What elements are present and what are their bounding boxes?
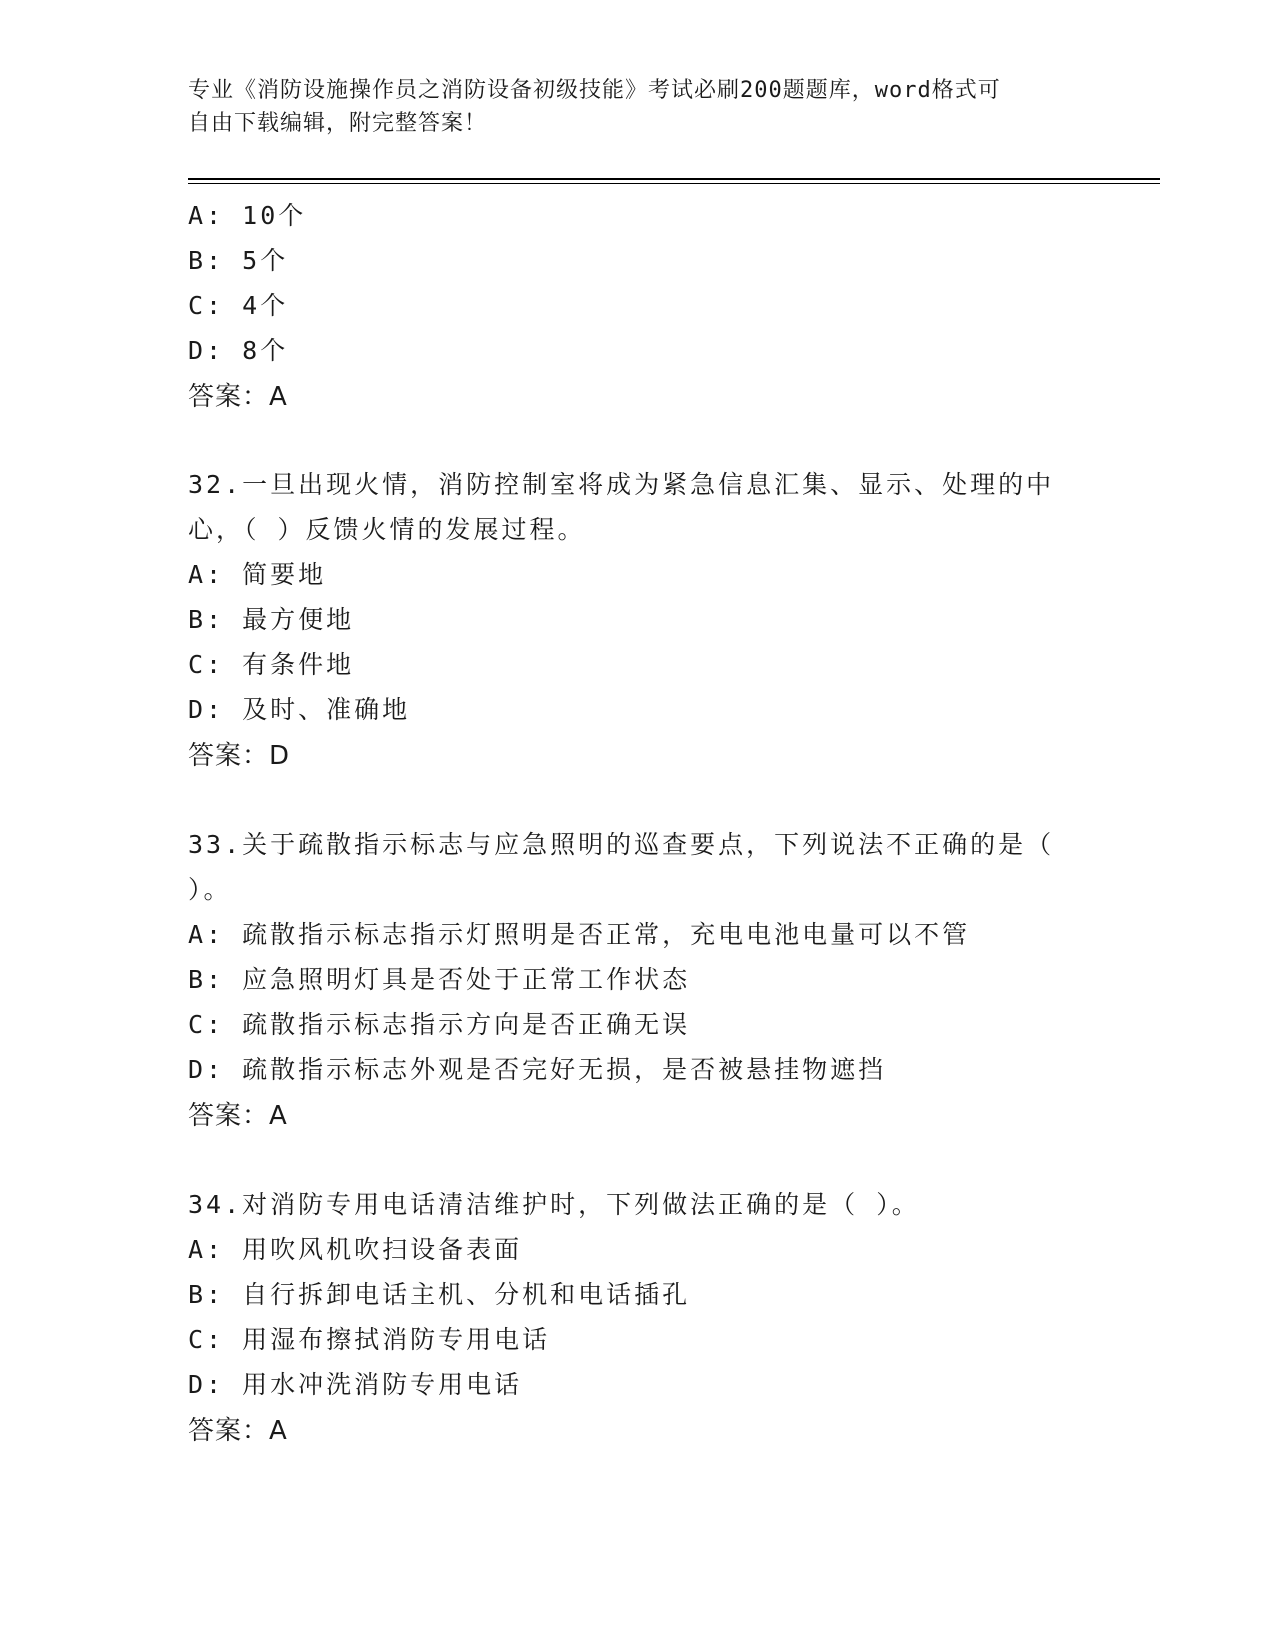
q32-stem-line-1: 32.一旦出现火情，消防控制室将成为紧急信息汇集、显示、处理的中 — [188, 470, 1055, 499]
q33-option-a: A: 疏散指示标志指示灯照明是否正常，充电电池电量可以不管 — [188, 920, 971, 949]
q33-stem-line-1: 33.关于疏散指示标志与应急照明的巡查要点，下列说法不正确的是（ — [188, 830, 1055, 859]
q32-option-b: B: 最方便地 — [188, 605, 355, 634]
q33-option-c: C: 疏散指示标志指示方向是否正确无误 — [188, 1010, 691, 1039]
q33-option-d: D: 疏散指示标志外观是否完好无损，是否被悬挂物遮挡 — [188, 1055, 887, 1084]
q34-option-c: C: 用湿布擦拭消防专用电话 — [188, 1325, 551, 1354]
q34-stem-line-1: 34.对消防专用电话清洁维护时，下列做法正确的是（ ）。 — [188, 1190, 920, 1219]
q33-stem-line-2: ）。 — [188, 875, 232, 904]
header-line-2: 自由下载编辑，附完整答案！ — [188, 111, 488, 136]
q32-answer: 答案：D — [188, 741, 291, 771]
q32-option-d: D: 及时、准确地 — [188, 695, 411, 724]
q32-option-a: A: 简要地 — [188, 560, 327, 589]
header-divider-thin — [188, 183, 1160, 184]
q34-option-d: D: 用水冲洗消防专用电话 — [188, 1370, 523, 1399]
header-line-1: 专业《消防设施操作员之消防设备初级技能》考试必刷200题题库，word格式可 — [188, 78, 1001, 103]
q31-option-b: B: 5个 — [188, 246, 289, 275]
q34-answer: 答案：A — [188, 1416, 288, 1446]
q33-answer: 答案：A — [188, 1101, 288, 1131]
q34-option-a: A: 用吹风机吹扫设备表面 — [188, 1235, 523, 1264]
q31-answer: 答案：A — [188, 382, 288, 412]
q31-option-a: A: 10个 — [188, 201, 307, 230]
q32-stem-line-2: 心，（ ）反馈火情的发展过程。 — [188, 515, 586, 544]
q32-option-c: C: 有条件地 — [188, 650, 355, 679]
document-header — [188, 74, 1088, 140]
q31-option-d: D: 8个 — [188, 336, 289, 365]
q31-option-c: C: 4个 — [188, 291, 289, 320]
q34-option-b: B: 自行拆卸电话主机、分机和电话插孔 — [188, 1280, 691, 1309]
q33-option-b: B: 应急照明灯具是否处于正常工作状态 — [188, 965, 691, 994]
header-divider-thick — [188, 178, 1160, 180]
